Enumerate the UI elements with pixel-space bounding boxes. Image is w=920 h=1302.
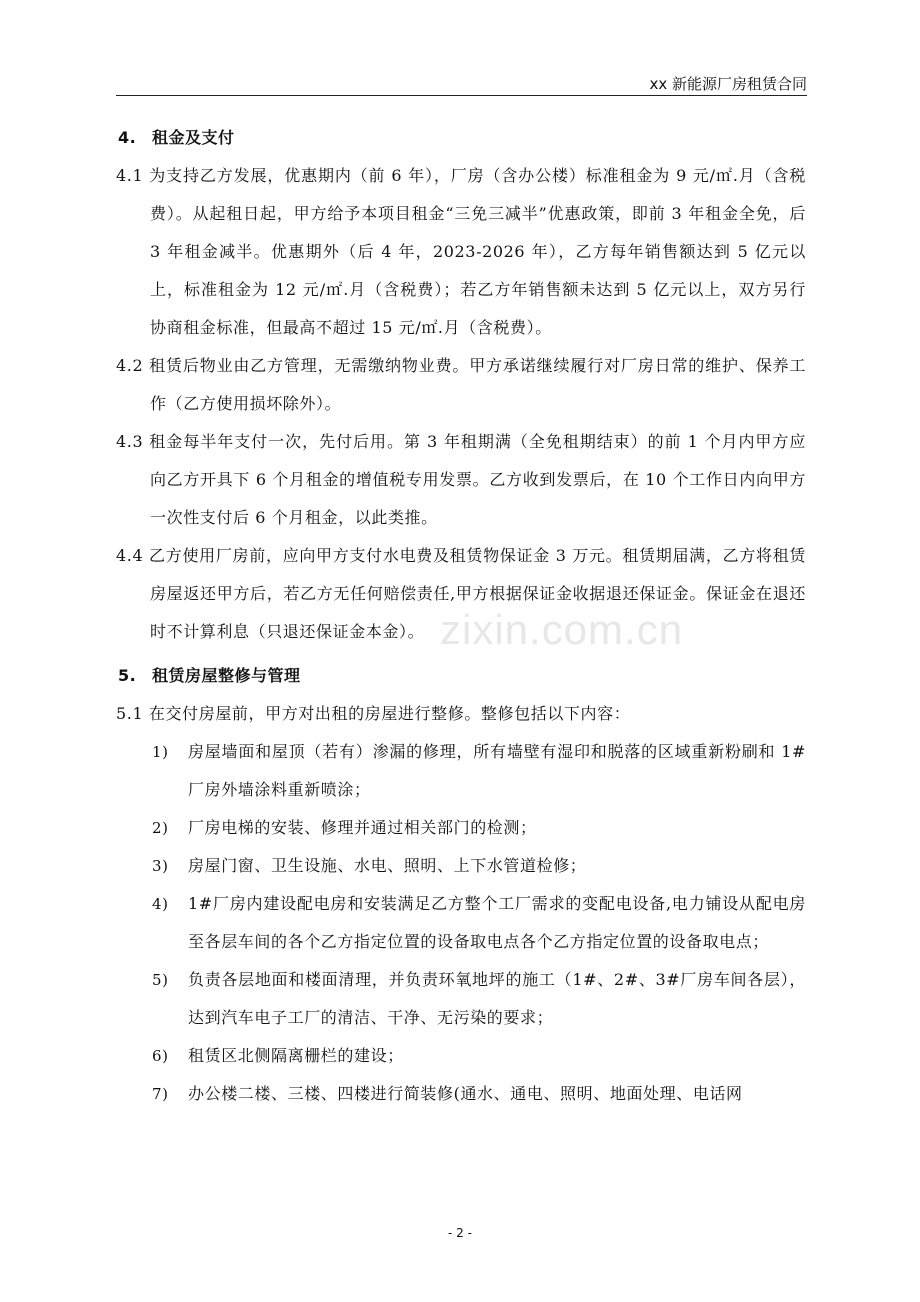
clause-paragraph: 4.1 为支持乙方发展，优惠期内（前 6 年），厂房（含办公楼）标准租金为 9 元/㎡.月（含税费）。从起租日起，甲方给予本项目租金“三免三减半”优惠政策，即前 3 年租金全免，后 3 年租金减半。优惠期外（后 4 年，2023-2026 年），乙方每年销售额达到 5 亿元以上，标准租金为 12 元/㎡.月（含税费）；若乙方年销售额未达到 5 亿元以上，双方另行协商租金标准，但最高不超过 15 元/㎡.月（含税费）。 [116, 166, 806, 337]
list-item-text: 办公楼二楼、三楼、四楼进行简装修(通水、通电、照明、地面处理、电话网 [188, 1084, 743, 1103]
list-item-text: 厂房电梯的安装、修理并通过相关部门的检测； [188, 818, 537, 837]
list-marker: 3) [152, 857, 169, 875]
list-marker: 2) [152, 819, 169, 837]
list-item-text: 房屋墙面和屋顶（若有）渗漏的修理，所有墙壁有湿印和脱落的区域重新粉刷和 1#厂房外墙涂料重新喷涂； [188, 742, 806, 799]
section-heading [118, 657, 806, 695]
list-item [116, 809, 806, 847]
header-divider [116, 95, 807, 96]
watermark: zixin.com.cn [440, 606, 684, 653]
clause-paragraph: 4.4 乙方使用厂房前，应向甲方支付水电费及租赁物保证金 3 万元。租赁期届满，乙方将租赁房屋返还甲方后，若乙方无任何赔偿责任,甲方根据保证金收据退还保证金。保证金在退还时不计算利息（只退还保证金本金）。 [116, 546, 806, 641]
section-title: 租赁房屋整修与管理 [152, 666, 301, 685]
list-item [116, 733, 806, 809]
list-marker: 4) [152, 895, 169, 913]
list-item [116, 1037, 806, 1075]
section-number: 5. [118, 666, 137, 685]
list-item [116, 961, 806, 1037]
section-number: 4. [118, 128, 137, 147]
list-item-text: 负责各层地面和楼面清理，并负责环氧地坪的施工（1#、2#、3#厂房车间各层），达到汽车电子工厂的清洁、干净、无污染的要求； [188, 970, 806, 1027]
clause-paragraph: 4.3 租金每半年支付一次，先付后用。第 3 年租期满（全免租期结束）的前 1 个月内甲方应向乙方开具下 6 个月租金的增值税专用发票。乙方收到发票后，在 10 个工作日内向甲方一次性支付后 6 个月租金，以此类推。 [116, 432, 806, 527]
document-header-title: xx 新能源厂房租赁合同 [649, 75, 807, 93]
list-item-text: 房屋门窗、卫生设施、水电、照明、上下水管道检修； [188, 856, 587, 875]
list-marker: 6) [152, 1047, 169, 1065]
page-number: - 2 - [448, 1226, 472, 1240]
section-title: 租金及支付 [152, 128, 235, 147]
list-item [116, 885, 806, 961]
list-item-text: 租赁区北侧隔离栅栏的建设； [188, 1046, 404, 1065]
clause-paragraph: 5.1 在交付房屋前，甲方对出租的房屋进行整修。整修包括以下内容： [116, 704, 631, 723]
list-marker: 7) [152, 1085, 169, 1103]
list-marker: 1) [152, 743, 169, 761]
list-item-text: 1#厂房内建设配电房和安装满足乙方整个工厂需求的变配电设备,电力铺设从配电房至各层车间的各个乙方指定位置的设备取电点各个乙方指定位置的设备取电点； [188, 894, 806, 951]
document-body [116, 113, 806, 1113]
list-item [116, 1075, 806, 1113]
clause-paragraph: 4.2 租赁后物业由乙方管理，无需缴纳物业费。甲方承诺继续履行对厂房日常的维护、保养工作（乙方使用损坏除外）。 [116, 356, 806, 413]
section-heading [118, 119, 806, 157]
list-item [116, 847, 806, 885]
renovation-list [116, 733, 806, 1113]
list-marker: 5) [152, 971, 169, 989]
